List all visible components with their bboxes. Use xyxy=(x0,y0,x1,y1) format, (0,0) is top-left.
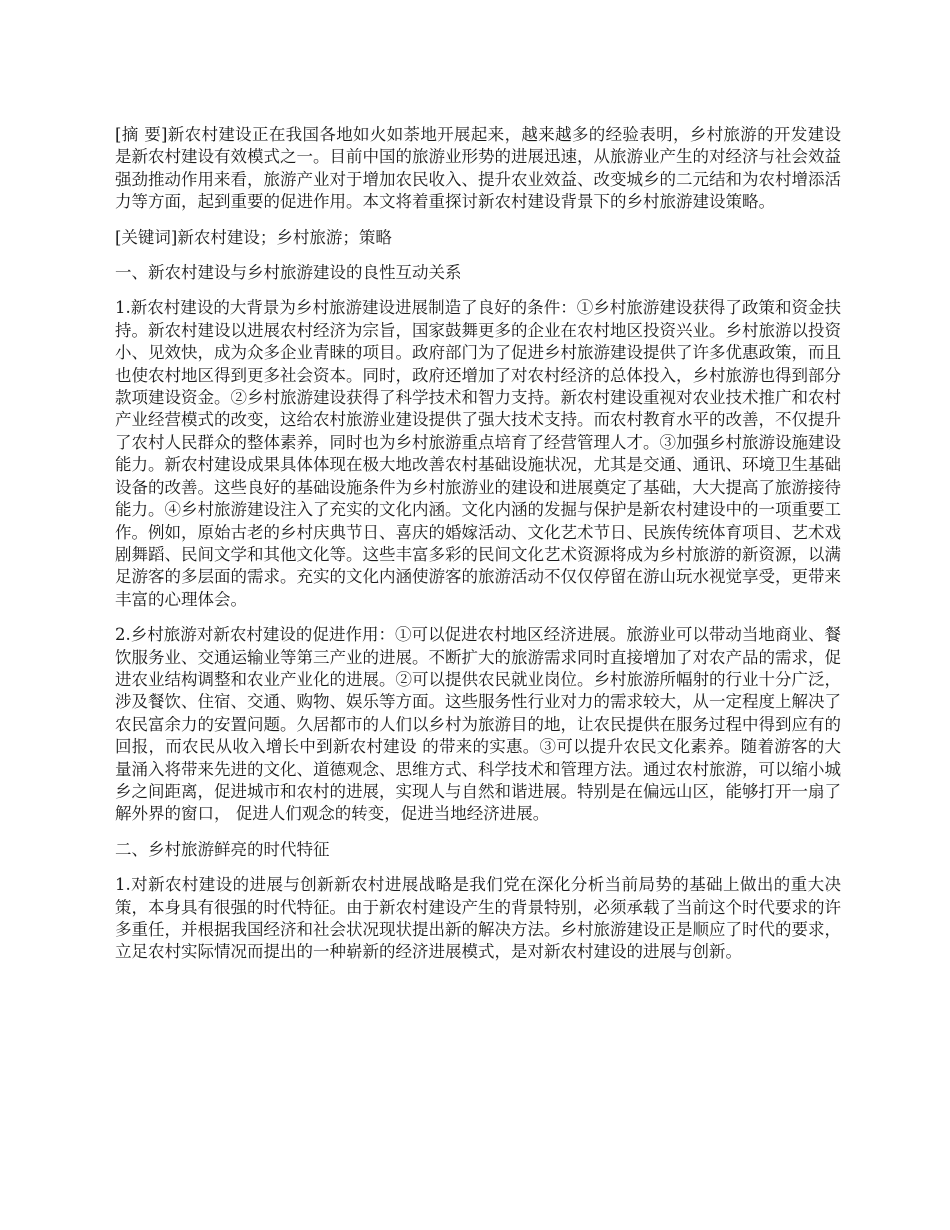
section-1-paragraph-2: 2.乡村旅游对新农村建设的促进作用：①可以促进农村地区经济进展。旅游业可以带动当地商业、餐饮服务业、交通运输业等第三产业的进展。不断扩大的旅游需求同时直接增加了对农产品的需求，促进农业结构调整和农业产业化的进展。②可以提供农民就业岗位。乡村旅游所幅射的行业十分广泛，涉及餐饮、住宿、交通、购物、娱乐等方面。这些服务性行业对力的需求较大，从一定程度上解决了农民富余力的安置问题。久居都市的人们以乡村为旅游目的地，让农民提供在服务过程中得到应有的回报，而农民从收入增长中到新农村建设 的带来的实惠。③可以提升农民文化素养。随着游客的大量涌入将带来先进的文化、道德观念、思维方式、科学技术和管理方法。通过农村旅游，可以缩小城乡之间距离，促进城市和农村的进展，实现人与自然和谐进展。特别是在偏远山区，能够打开一扇了解外界的窗口， 促进人们观念的转变，促进当地经济进展。 xyxy=(115,625,841,824)
section-1-paragraph-1: 1.新农村建设的大背景为乡村旅游建设进展制造了良好的条件：①乡村旅游建设获得了政策和资金扶持。新农村建设以进展农村经济为宗旨，国家鼓舞更多的企业在农村地区投资兴业。乡村旅游以投资小、见效快，成为众多企业青睐的项目。政府部门为了促进乡村旅游建设提供了许多优惠政策，而且也使农村地区得到更多社会资本。同时，政府还增加了对农村经济的总体投入，乡村旅游也得到部分款项建设资金。②乡村旅游建设获得了科学技术和智力支持。新农村建设重视对农业技术推广和农村产业经营模式的改变，这给农村旅游业建设提供了强大技术支持。而农村教育水平的改善，不仅提升了农村人民群众的整体素养，同时也为乡村旅游重点培育了经营管理人才。③加强乡村旅游设施建设能力。新农村建设成果具体体现在极大地改善农村基础设施状况，尤其是交通、通讯、环境卫生基础设备的改善。这些良好的基础设施条件为乡村旅游业的建设和进展奠定了基础，大大提高了旅游接待能力。④乡村旅游建设注入了充实的文化内涵。文化内涵的发掘与保护是新农村建设中的一项重要工作。例如，原始古老的乡村庆典节日、喜庆的婚嫁活动、文化艺术节日、民族传统体育项目、艺术戏剧舞蹈、民间文学和其他文化等。这些丰富多彩的民间文化艺术资源将成为乡村旅游的新资源，以满足游客的多层面的需求。充实的文化内涵使游客的旅游活动不仅仅停留在游山玩水视觉享受，更带来丰富的心理体会。 xyxy=(115,298,841,609)
section-2-heading: 二、乡村旅游鲜亮的时代特征 xyxy=(115,839,330,859)
section-1-heading: 一、新农村建设与乡村旅游建设的良性互动关系 xyxy=(115,263,462,283)
document-body xyxy=(115,124,841,977)
section-2-paragraph-1: 1.对新农村建设的进展与创新新农村进展战略是我们党在深化分析当前局势的基础上做出的重大决策，本身具有很强的时代特征。由于新农村建设产生的背景特别，必须承载了当前这个时代要求的许多重任，并根据我国经济和社会状况现状提出新的解决方法。乡村旅游建设正是顺应了时代的要求，立足农村实际情况而提出的一种崭新的经济进展模式，是对新农村建设的进展与创新。 xyxy=(115,875,841,962)
keywords-paragraph: [关键词]新农村建设；乡村旅游；策略 xyxy=(115,227,392,247)
abstract-paragraph: [摘 要]新农村建设正在我国各地如火如荼地开展起来，越来越多的经验表明，乡村旅游的开发建设是新农村建设有效模式之一。目前中国的旅游业形势的进展迅速，从旅游业产生的对经济与社会效益强劲推动作用来看，旅游产业对于增加农民收入、提升农业效益、改变城乡的二元结和为农村增添活力等方面，起到重要的促进作用。本文将着重探讨新农村建设背景下的乡村旅游建设策略。 xyxy=(115,125,841,212)
